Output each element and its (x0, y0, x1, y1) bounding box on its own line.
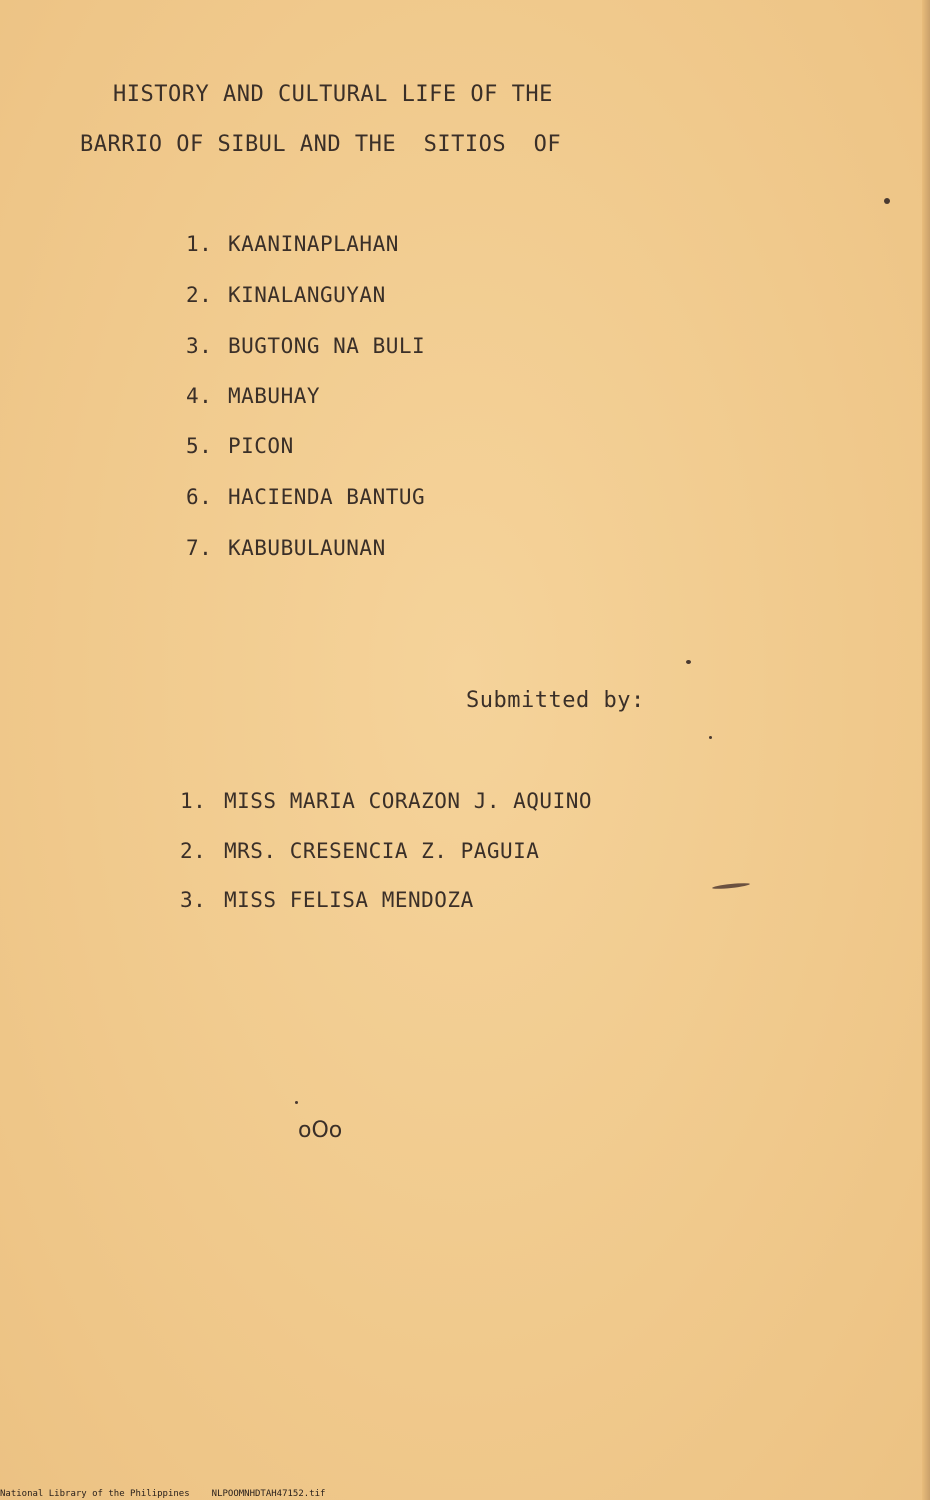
submitter-list-item (180, 841, 539, 862)
end-mark: oOo (298, 1118, 343, 1143)
paper-smudge (712, 882, 750, 890)
sitio-list-item (186, 386, 320, 407)
submitter-number: 3. (180, 888, 207, 912)
sitio-number: 7. (186, 536, 213, 560)
sitio-number: 3. (186, 334, 213, 358)
sitio-number: 6. (186, 485, 213, 509)
sitio-name: KAANINAPLAHAN (228, 232, 399, 256)
document-title-line-2: BARRIO OF SIBUL AND THE SITIOS OF (80, 132, 562, 157)
sitio-list-item (186, 487, 425, 508)
footer-filename: NLPOOMNHDTAH47152.tif (211, 1489, 326, 1499)
sitio-name: PICON (228, 434, 294, 458)
footer-library: National Library of the Philippines (0, 1489, 190, 1499)
sitio-list-item (186, 538, 386, 559)
submitter-name: MISS FELISA MENDOZA (224, 888, 474, 912)
paper-speck (884, 198, 890, 204)
submitter-list-item (180, 791, 592, 812)
sitio-number: 1. (186, 232, 213, 256)
sitio-number: 2. (186, 283, 213, 307)
sitio-list-item (186, 285, 386, 306)
paper-speck (295, 1101, 298, 1104)
scan-footer (0, 1489, 325, 1499)
sitio-list-item (186, 234, 399, 255)
page-edge (922, 0, 930, 1500)
submitter-number: 1. (180, 789, 207, 813)
submitter-name: MISS MARIA CORAZON J. AQUINO (224, 789, 593, 813)
sitio-name: HACIENDA BANTUG (228, 485, 426, 509)
sitio-name: KINALANGUYAN (228, 283, 386, 307)
sitio-number: 5. (186, 434, 213, 458)
paper-speck (709, 736, 712, 739)
sitio-name: MABUHAY (228, 384, 321, 408)
submitter-name: MRS. CRESENCIA Z. PAGUIA (224, 839, 540, 863)
sitio-number: 4. (186, 384, 213, 408)
submitted-by-label: Submitted by: (466, 688, 645, 713)
sitio-list-item (186, 436, 294, 457)
sitio-list-item (186, 336, 425, 357)
sitio-name: KABUBULAUNAN (228, 536, 386, 560)
submitter-number: 2. (180, 839, 207, 863)
submitter-list-item (180, 890, 474, 911)
document-title-line-1: HISTORY AND CULTURAL LIFE OF THE (113, 82, 553, 107)
sitio-name: BUGTONG NA BULI (228, 334, 426, 358)
paper-speck (686, 660, 691, 664)
